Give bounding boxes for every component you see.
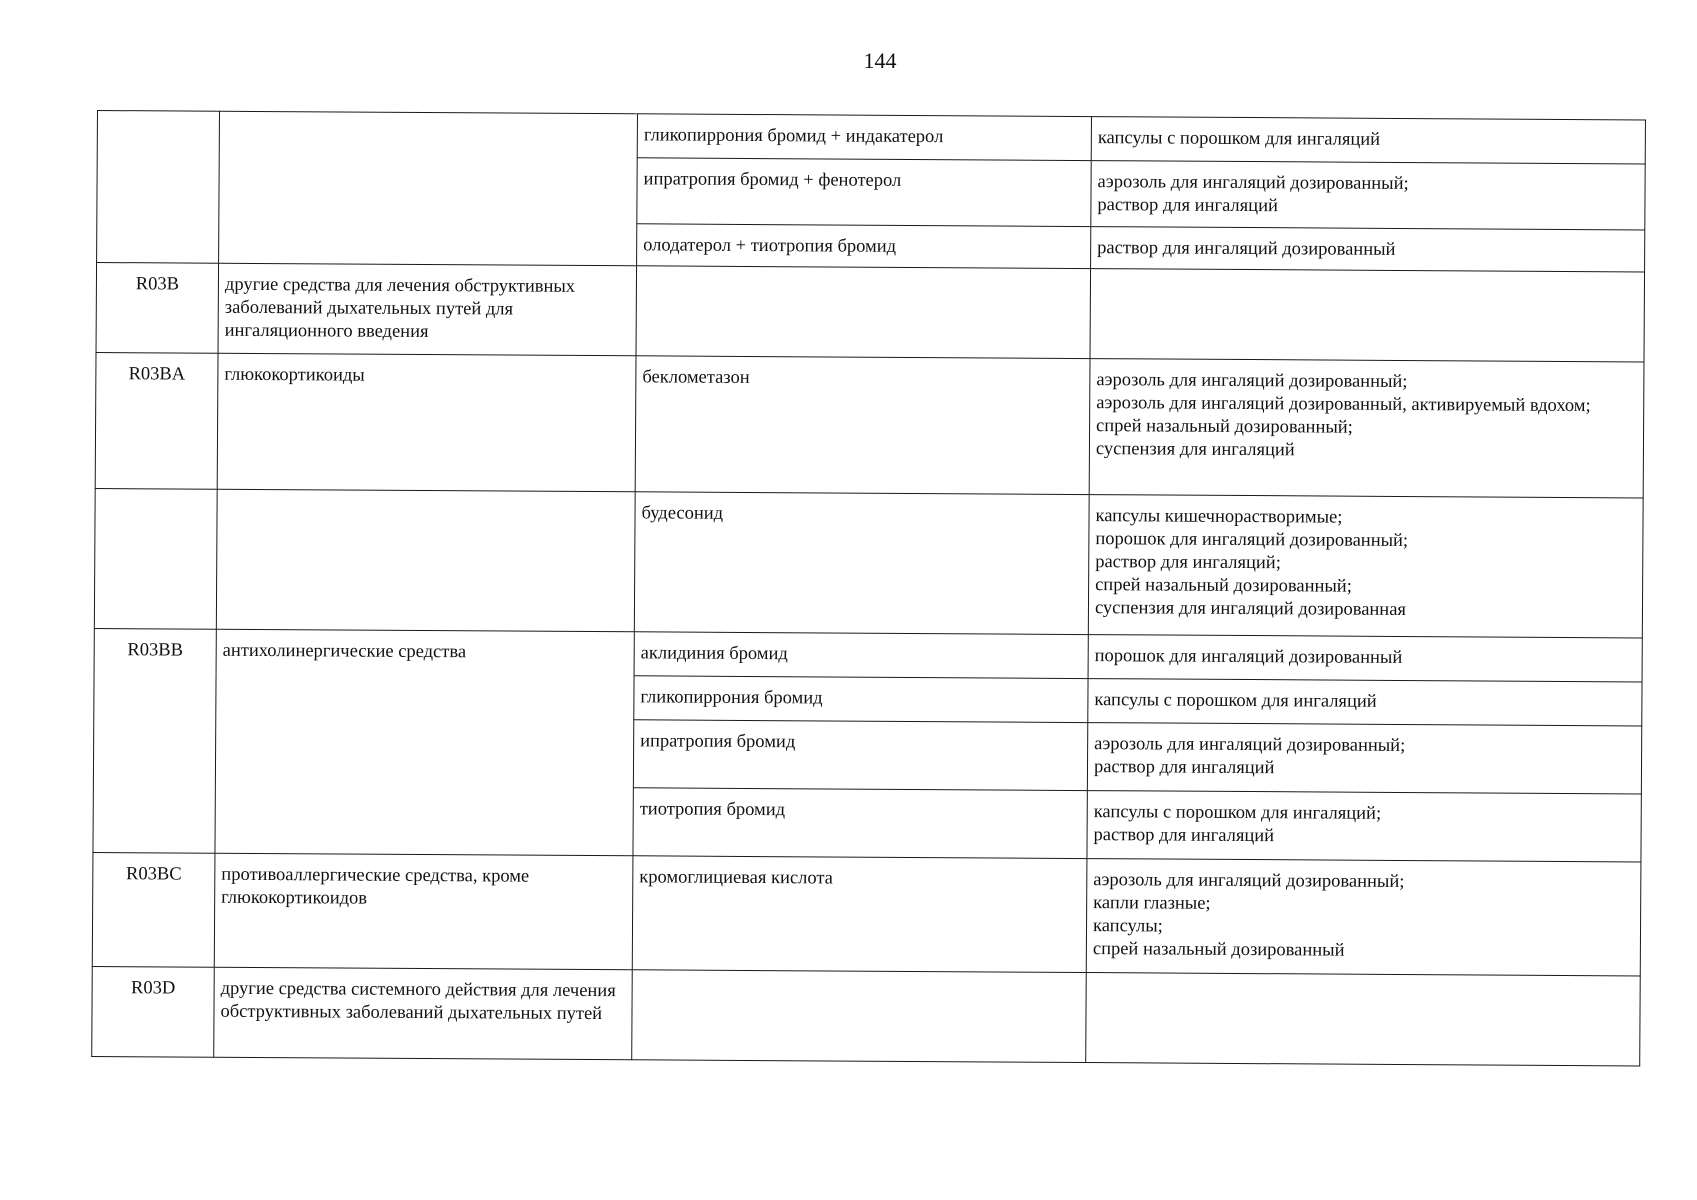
atc-code-cell xyxy=(94,488,217,629)
table-row xyxy=(94,628,1642,681)
atc-code-cell: R03D xyxy=(92,966,215,1057)
group-cell: другие средства для лечения обструктивных заболеваний дыхательных путей для ингаляционного введения xyxy=(218,263,637,356)
drug-cell xyxy=(636,266,1091,359)
drug-cell: олодатерол + тиотропия бромид xyxy=(637,224,1091,269)
atc-code-cell: R03BA xyxy=(95,352,218,489)
form-cell xyxy=(1086,973,1641,1066)
page-number: 144 xyxy=(863,48,897,73)
atc-code-cell: R03BB xyxy=(93,628,216,853)
group-cell: антихолинергические средства xyxy=(215,629,634,856)
form-cell: аэрозоль для ингаляций дозированный; аэрозоль для ингаляций дозированный, активируемый вдохом; спрей назальный дозированный; суспензия для ингаляций xyxy=(1089,359,1644,498)
table-row xyxy=(96,263,1645,362)
drug-cell: будесонид xyxy=(634,492,1089,635)
drug-cell: аклидиния бромид xyxy=(634,632,1088,679)
form-cell: раствор для ингаляций дозированный xyxy=(1091,227,1645,272)
atc-code-cell: R03B xyxy=(96,263,219,354)
drug-cell xyxy=(632,970,1087,1063)
form-cell: капсулы кишечнорастворимые; порошок для ингаляций дозированный; раствор для ингаляций; спрей назальный дозированный; суспензия для ингаляций дозированная xyxy=(1088,495,1643,638)
group-cell: противоаллергические средства, кроме глюкокортикоидов xyxy=(214,853,633,970)
table-row xyxy=(94,488,1643,637)
form-cell xyxy=(1090,269,1645,362)
drug-cell: беклометазон xyxy=(635,356,1090,495)
drug-cell: гликопиррония бромид xyxy=(634,676,1088,723)
table-row xyxy=(95,352,1644,497)
form-cell: аэрозоль для ингаляций дозированный; раствор для ингаляций xyxy=(1091,161,1645,230)
drug-cell: кромоглициевая кислота xyxy=(632,856,1087,973)
table-row xyxy=(97,111,1645,164)
form-cell: порошок для ингаляций дозированный xyxy=(1088,635,1642,682)
form-cell: капсулы с порошком для ингаляций xyxy=(1091,117,1645,164)
drug-cell: гликопиррония бромид + индакатерол xyxy=(637,114,1091,161)
drug-cell: ипратропия бромид xyxy=(633,720,1087,791)
form-cell: аэрозоль для ингаляций дозированный; раствор для ингаляций xyxy=(1087,723,1641,794)
group-cell: глюкокортикоиды xyxy=(217,353,636,492)
form-cell: аэрозоль для ингаляций дозированный; капли глазные; капсулы; спрей назальный дозированный xyxy=(1086,859,1641,976)
atc-code-cell xyxy=(97,111,220,264)
form-cell: капсулы с порошком для ингаляций xyxy=(1088,679,1642,726)
table-row xyxy=(92,966,1641,1065)
drug-cell: тиотропия бромид xyxy=(633,788,1087,859)
group-cell: другие средства системного действия для лечения обструктивных заболеваний дыхательных путей xyxy=(214,967,633,1060)
table-row xyxy=(92,852,1641,975)
group-cell xyxy=(216,489,635,632)
atc-code-cell: R03BC xyxy=(92,852,215,967)
drug-cell: ипратропия бромид + фенотерол xyxy=(637,158,1091,227)
drug-table xyxy=(91,110,1646,1066)
form-cell: капсулы с порошком для ингаляций; раствор для ингаляций xyxy=(1087,791,1641,862)
group-cell xyxy=(219,111,638,266)
